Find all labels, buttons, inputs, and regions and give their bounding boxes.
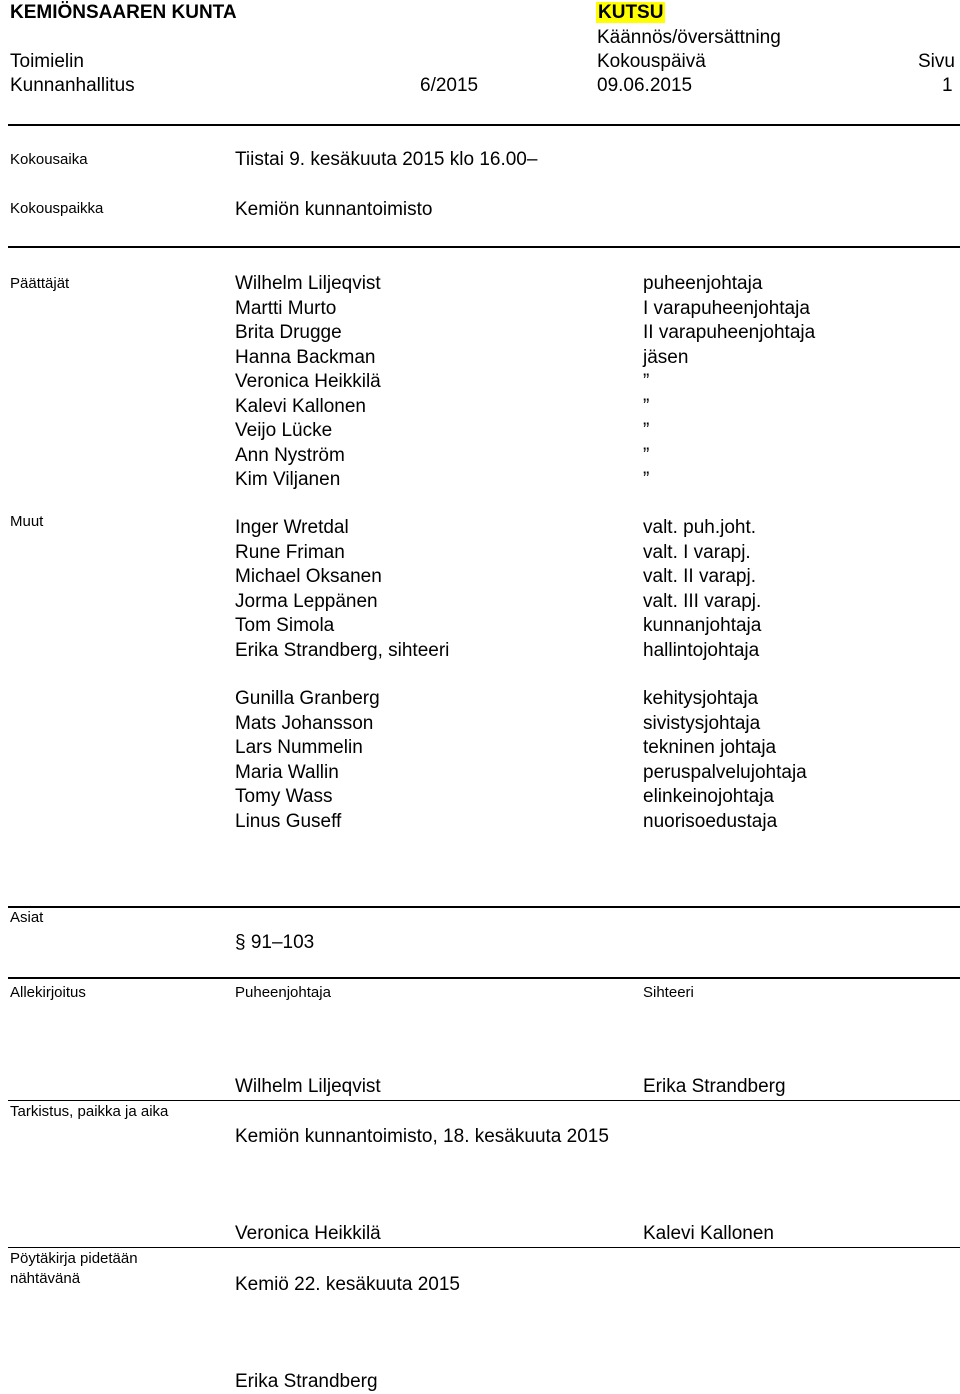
member-name: Veronica Heikkilä	[235, 371, 381, 392]
page-number: 1	[942, 75, 953, 96]
org-name: KEMIÖNSAAREN KUNTA	[10, 2, 237, 23]
divider	[8, 124, 960, 126]
attendee-role: hallintojohtaja	[643, 639, 760, 661]
divider	[8, 1247, 960, 1248]
attendee-name: Jorma Leppänen	[235, 590, 378, 612]
doc-type-badge	[596, 1, 665, 25]
attendee-role: valt. I varapj.	[643, 541, 751, 563]
member-role: I varapuheenjohtaja	[643, 297, 810, 319]
reviewer-2: Kalevi Kallonen	[643, 1223, 774, 1244]
secretary-label: Sihteeri	[643, 984, 694, 1001]
deciders-label: Päättäjät	[10, 275, 70, 292]
attendee-name: Gunilla Granberg	[235, 688, 380, 709]
divider	[8, 246, 960, 248]
divider	[8, 977, 960, 979]
review-label: Tarkistus, paikka ja aika	[10, 1103, 169, 1120]
attendee-role: elinkeinojohtaja	[643, 786, 774, 807]
divider	[8, 1100, 960, 1101]
attendee-name: Michael Oksanen	[235, 566, 382, 587]
attendee-role: sivistysjohtaja	[643, 712, 761, 734]
display-signer: Erika Strandberg	[235, 1371, 378, 1392]
member-role: jäsen	[643, 346, 689, 368]
matters-value: § 91–103	[235, 932, 315, 953]
page-label: Sivu	[918, 51, 955, 72]
reviewer-1: Veronica Heikkilä	[235, 1223, 381, 1244]
review-place-time: Kemiön kunnantoimisto, 18. kesäkuuta 2015	[235, 1126, 609, 1147]
attendee-role: tekninen johtaja	[643, 737, 777, 758]
matters-label: Asiat	[10, 909, 44, 926]
divider	[8, 906, 960, 908]
organ-label: Toimielin	[10, 51, 84, 72]
member-name: Wilhelm Liljeqvist	[235, 273, 381, 294]
attendee-name: Inger Wretdal	[235, 517, 349, 538]
meeting-place: Kemiön kunnantoimisto	[235, 199, 433, 220]
doc-type: KUTSU	[598, 2, 664, 23]
member-role-ditto: ”	[643, 420, 650, 441]
attendee-name: Tom Simola	[235, 615, 335, 636]
date-label: Kokouspäivä	[597, 51, 706, 72]
meeting-time-label: Kokousaika	[10, 151, 88, 168]
attendee-role: peruspalvelujohtaja	[643, 761, 807, 783]
member-name: Ann Nyström	[235, 444, 345, 466]
attendee-role: nuorisoedustaja	[643, 810, 778, 832]
attendee-role: valt. puh.joht.	[643, 517, 757, 538]
translation-label: Käännös/översättning	[597, 27, 781, 48]
meeting-place-label: Kokouspaikka	[10, 200, 104, 217]
others-label: Muut	[10, 513, 44, 530]
attendee-name: Tomy Wass	[235, 786, 333, 807]
meeting-time: Tiistai 9. kesäkuuta 2015 klo 16.00–	[235, 149, 538, 170]
attendee-role: kunnanjohtaja	[643, 615, 762, 636]
meeting-date: 09.06.2015	[597, 75, 693, 96]
attendee-name: Maria Wallin	[235, 761, 339, 783]
member-name: Kalevi Kallonen	[235, 395, 366, 417]
chair-label: Puheenjohtaja	[235, 984, 331, 1001]
attendee-role: valt. III varapj.	[643, 590, 762, 612]
member-name: Martti Murto	[235, 297, 337, 319]
attendee-role: kehitysjohtaja	[643, 688, 759, 709]
member-role: II varapuheenjohtaja	[643, 322, 816, 343]
organ: Kunnanhallitus	[10, 75, 135, 96]
display-place-time: Kemiö 22. kesäkuuta 2015	[235, 1274, 460, 1295]
member-name: Hanna Backman	[235, 346, 376, 368]
display-label: Pöytäkirja pidetään nähtävänä	[10, 1250, 138, 1287]
member-name: Brita Drugge	[235, 322, 342, 343]
member-name: Veijo Lücke	[235, 420, 333, 441]
attendee-name: Rune Friman	[235, 541, 345, 563]
attendee-name: Erika Strandberg, sihteeri	[235, 639, 450, 661]
secretary-name: Erika Strandberg	[643, 1076, 786, 1097]
meeting-number: 6/2015	[420, 75, 479, 96]
member-role-ditto: ”	[643, 444, 650, 466]
signature-label: Allekirjoitus	[10, 984, 86, 1001]
attendee-name: Mats Johansson	[235, 712, 374, 734]
member-role-ditto: ”	[643, 395, 650, 417]
member-role: puheenjohtaja	[643, 273, 763, 294]
attendee-name: Lars Nummelin	[235, 737, 363, 758]
attendee-name: Linus Guseff	[235, 810, 342, 832]
member-name: Kim Viljanen	[235, 469, 341, 490]
attendee-role: valt. II varapj.	[643, 566, 756, 587]
chair-name: Wilhelm Liljeqvist	[235, 1076, 381, 1097]
member-role-ditto: ”	[643, 371, 650, 392]
member-role-ditto: ”	[643, 469, 650, 490]
